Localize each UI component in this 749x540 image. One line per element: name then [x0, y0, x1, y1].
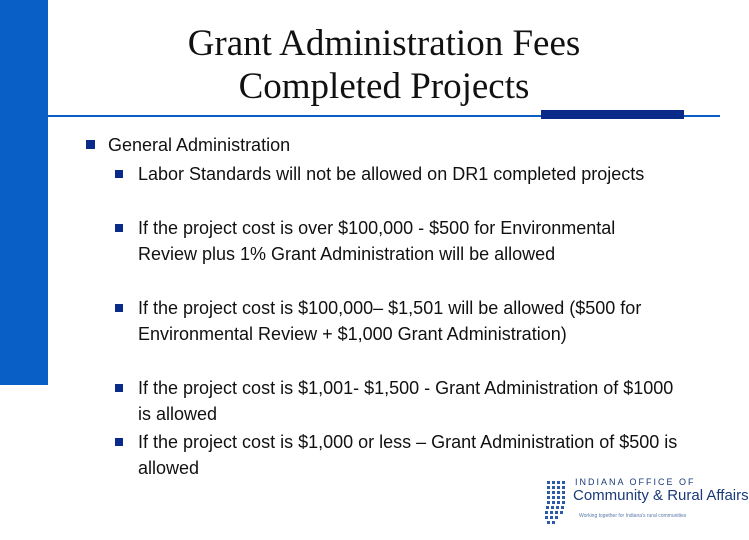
- list-item: If the project cost is $1,001- $1,500 - Grant Administration of $1000 is allowed: [138, 378, 674, 424]
- list-item: If the project cost is $1,000 or less – Grant Administration of $500 is allowed: [138, 432, 678, 478]
- square-bullet-icon: [115, 438, 123, 446]
- square-bullet-icon: [115, 384, 123, 392]
- indiana-map-icon: [543, 475, 573, 530]
- logo-line-1: INDIANA OFFICE OF: [575, 477, 696, 487]
- list-item: If the project cost is over $100,000 - $500 for Environmental Review plus 1% Grant Administration will be allowed: [138, 218, 616, 264]
- list-item: If the project cost is $100,000– $1,501 will be allowed ($500 for Environmental Review + $1,000 Grant Administration): [138, 298, 642, 344]
- title-line-2: Completed Projects: [238, 66, 530, 107]
- bullet-heading: General Administration: [108, 135, 291, 155]
- square-bullet-icon: [115, 304, 123, 312]
- square-bullet-icon: [86, 140, 95, 149]
- logo-line-2: Community & Rural Affairs: [573, 487, 749, 504]
- title-line-1: Grant Administration Fees: [187, 23, 581, 64]
- square-bullet-icon: [115, 224, 123, 232]
- ocra-logo: [543, 475, 749, 530]
- list-item: Labor Standards will not be allowed on DR1 completed projects: [138, 164, 645, 184]
- logo-tagline: Working together for Indiana's rural communities: [579, 513, 687, 519]
- square-bullet-icon: [115, 170, 123, 178]
